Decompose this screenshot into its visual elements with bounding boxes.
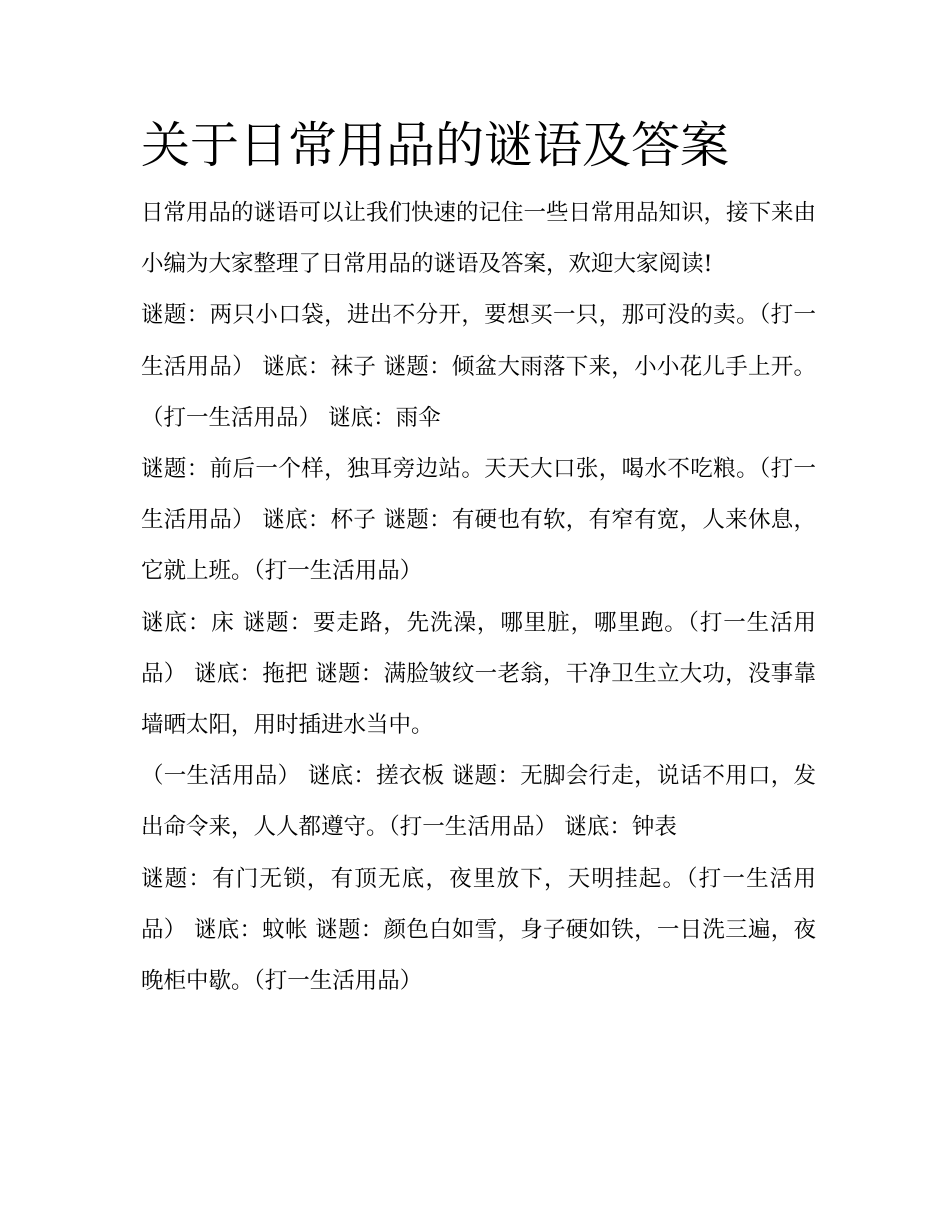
riddle-paragraph-2: 谜题：前后一个样，独耳旁边站。天天大口张，喝水不吃粮。（打一生活用品） 谜底：杯子 谜题：有硬也有软，有窄有宽，人来休息，它就上班。（打一生活用品） [141, 456, 816, 585]
intro-paragraph: 日常用品的谜语可以让我们快速的记住一些日常用品知识，接下来由小编为大家整理了日常用品的谜语及答案，欢迎大家阅读! [141, 200, 817, 278]
riddle-paragraph-5: 谜题：有门无锁，有顶无底，夜里放下，天明挂起。（打一生活用品） 谜底：蚊帐 谜题：颜色白如雪，身子硬如铁，一日洗三遍，夜晚柜中歇。（打一生活用品） [141, 865, 816, 995]
riddle-paragraph-1: 谜题：两只小口袋，进出不分开，要想买一只，那可没的卖。（打一生活用品） 谜底：袜子 谜题：倾盆大雨落下来，小小花儿手上开。（打一生活用品） 谜底：雨伞 [141, 302, 816, 431]
riddle-paragraph-3: 谜底：床 谜题：要走路，先洗澡，哪里脏，哪里跑。（打一生活用品） 谜底：拖把 谜题：满脸皱纹一老翁，干净卫生立大功，没事靠墙晒太阳，用时插进水当中。 [141, 609, 816, 739]
document-content [141, 110, 816, 1007]
riddle-paragraph-4: （一生活用品） 谜底：搓衣板 谜题：无脚会行走，说话不用口，发出命令来，人人都遵守。（打一生活用品） 谜底：钟表 [141, 763, 816, 841]
document-title: 关于日常用品的谜语及答案 [141, 117, 730, 174]
